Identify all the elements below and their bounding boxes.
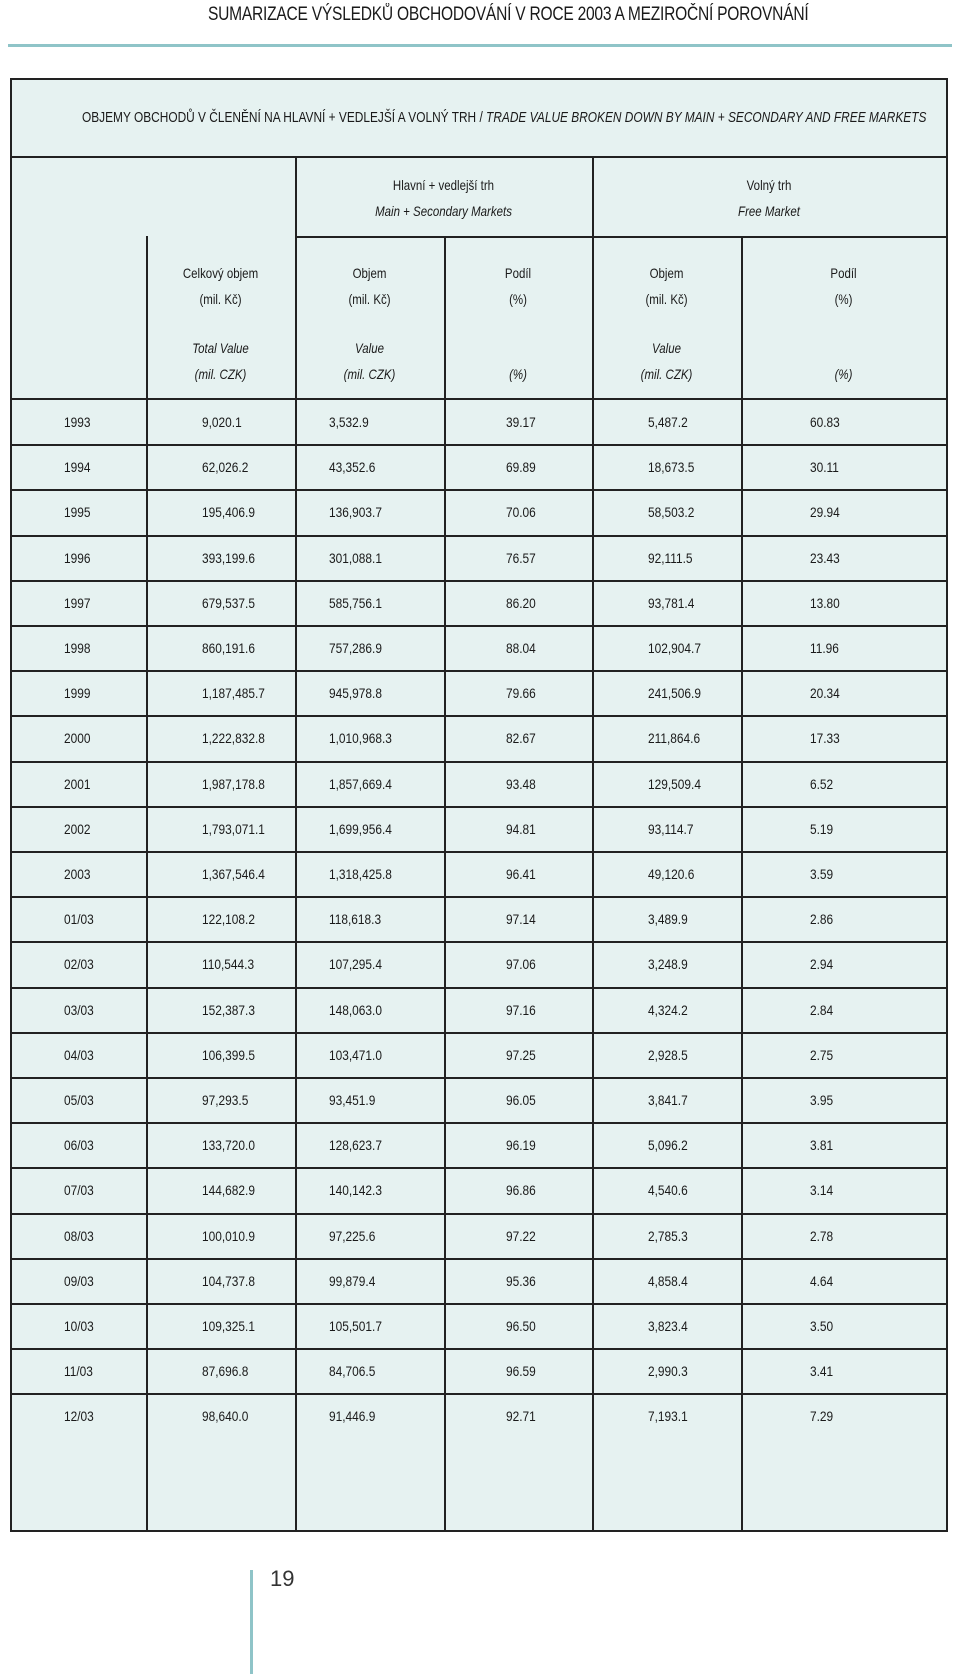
row-main-share: 76.57	[506, 549, 536, 566]
row-main-value: 140,142.3	[329, 1182, 382, 1199]
table-title-cz: OBJEMY OBCHODŮ V ČLENĚNÍ NA HLAVNÍ + VEDLEJŠÍ A VOLNÝ TRH /	[82, 110, 483, 126]
col-header-free-share	[759, 260, 927, 312]
row-period: 11/03	[64, 1363, 93, 1380]
row-free-value: 102,904.7	[648, 640, 701, 656]
row-total-value: 109,325.1	[202, 1318, 255, 1334]
row-free-share: 3.81	[810, 1137, 834, 1154]
row-main-share: 97.16	[506, 1001, 536, 1018]
col-header-en-unit: (mil. CZK)	[343, 366, 396, 382]
col-header-cz-unit: (mil. Kč)	[199, 291, 242, 307]
row-free-share: 5.19	[810, 820, 834, 837]
row-period: 2002	[64, 820, 91, 837]
table-row	[12, 400, 946, 445]
col-header-cz: Objem	[352, 265, 387, 281]
row-period: 02/03	[64, 956, 94, 973]
row-main-share: 95.36	[506, 1272, 536, 1289]
row-main-value: 148,063.0	[329, 1001, 382, 1018]
row-main-share: 96.86	[506, 1182, 536, 1199]
row-free-value: 7,193.1	[648, 1408, 688, 1425]
row-total-value: 106,399.5	[202, 1046, 255, 1063]
col-header-main-share-en	[457, 335, 578, 387]
row-main-share: 96.41	[506, 866, 536, 882]
row-main-value: 97,225.6	[329, 1227, 376, 1244]
col-header-en: Value	[355, 340, 384, 356]
row-total-value: 110,544.3	[202, 956, 255, 973]
row-free-value: 18,673.5	[648, 459, 695, 476]
row-total-value: 393,199.6	[202, 549, 255, 566]
row-period: 2003	[64, 866, 91, 882]
page-header	[8, 0, 952, 47]
col-header-main-value-en	[308, 335, 430, 387]
row-main-share: 86.20	[506, 594, 536, 611]
row-main-share: 97.06	[506, 956, 536, 973]
row-free-share: 3.41	[810, 1363, 834, 1380]
row-free-share: 7.29	[810, 1408, 834, 1425]
row-main-share: 88.04	[506, 640, 536, 656]
group-free-header	[624, 172, 914, 224]
row-free-share: 17.33	[810, 730, 840, 747]
row-main-value: 1,857,669.4	[329, 775, 392, 792]
table-row	[12, 536, 946, 581]
row-free-share: 3.50	[810, 1318, 834, 1334]
col-header-en-unit: (%)	[834, 366, 853, 382]
row-main-value: 136,903.7	[329, 504, 382, 521]
col-header-cz: Podíl	[504, 265, 532, 281]
row-period: 1997	[64, 594, 91, 611]
row-main-value: 118,618.3	[329, 911, 382, 928]
col-header-cz-unit: (mil. Kč)	[645, 291, 688, 307]
trade-value-table	[10, 78, 948, 1532]
row-main-value: 301,088.1	[329, 549, 382, 566]
row-period: 09/03	[64, 1272, 94, 1289]
row-free-value: 49,120.6	[648, 866, 695, 882]
row-main-share: 70.06	[506, 504, 536, 521]
row-free-value: 4,324.2	[648, 1001, 688, 1018]
table-row	[12, 1123, 946, 1168]
page-number: 19	[270, 1566, 295, 1591]
row-free-share: 4.64	[810, 1272, 834, 1289]
row-period: 1996	[64, 549, 91, 566]
row-total-value: 1,793,071.1	[202, 820, 265, 837]
row-free-share: 3.95	[810, 1092, 834, 1108]
row-free-share: 2.75	[810, 1046, 834, 1063]
row-total-value: 1,187,485.7	[202, 685, 265, 702]
table-row	[12, 1033, 946, 1078]
row-period: 1999	[64, 685, 91, 702]
row-free-share: 2.94	[810, 956, 834, 973]
table-row	[12, 445, 946, 490]
table-row	[12, 1349, 946, 1394]
row-period: 07/03	[64, 1182, 94, 1199]
row-free-value: 3,841.7	[648, 1092, 688, 1108]
table-row	[12, 852, 946, 897]
row-period: 12/03	[64, 1408, 94, 1425]
row-free-value: 93,114.7	[648, 820, 694, 837]
row-main-value: 3,532.9	[329, 414, 369, 430]
table-row	[12, 1394, 946, 1439]
row-total-value: 1,222,832.8	[202, 730, 265, 747]
row-total-value: 62,026.2	[202, 459, 249, 476]
col-header-cz: Objem	[649, 265, 684, 281]
row-period: 1994	[64, 459, 91, 476]
row-free-share: 60.83	[810, 414, 840, 430]
row-main-value: 1,010,968.3	[329, 730, 392, 747]
col-header-en-unit: (mil. CZK)	[194, 366, 247, 382]
group-main-header	[322, 172, 566, 224]
row-main-value: 945,978.8	[329, 685, 382, 702]
row-free-value: 92,111.5	[648, 549, 693, 566]
row-total-value: 87,696.8	[202, 1363, 249, 1380]
row-period: 1998	[64, 640, 91, 656]
col-header-en-unit: (%)	[509, 366, 527, 382]
col-header-total-en	[159, 335, 281, 387]
row-total-value: 195,406.9	[202, 504, 255, 521]
row-free-share: 30.11	[810, 459, 839, 476]
row-total-value: 133,720.0	[202, 1137, 255, 1154]
row-free-value: 241,506.9	[648, 685, 701, 702]
table-row	[12, 1168, 946, 1213]
group-left-divider	[295, 156, 297, 238]
row-period: 06/03	[64, 1137, 94, 1154]
col-header-free-value-en	[605, 335, 727, 387]
row-period: 05/03	[64, 1092, 94, 1108]
row-total-value: 152,387.3	[202, 1001, 255, 1018]
row-total-value: 98,640.0	[202, 1408, 249, 1425]
row-main-share: 96.50	[506, 1318, 536, 1334]
row-main-value: 1,699,956.4	[329, 820, 392, 837]
title-divider	[12, 156, 946, 158]
row-free-value: 3,489.9	[648, 911, 688, 928]
col-header-main-value	[308, 260, 430, 312]
col-header-en	[759, 335, 927, 361]
row-period: 2001	[64, 775, 91, 792]
row-period: 2000	[64, 730, 91, 747]
row-period: 10/03	[64, 1318, 94, 1334]
row-free-share: 2.78	[810, 1227, 834, 1244]
page-title: SUMARIZACE VÝSLEDKŮ OBCHODOVÁNÍ V ROCE 2003 A MEZIROČNÍ POROVNÁNÍ	[208, 4, 809, 25]
row-main-value: 107,295.4	[329, 956, 382, 973]
row-main-share: 96.19	[506, 1137, 536, 1154]
col-header-cz: Podíl	[830, 265, 857, 281]
row-free-value: 2,990.3	[648, 1363, 688, 1380]
row-total-value: 9,020.1	[202, 414, 242, 430]
row-total-value: 97,293.5	[202, 1092, 249, 1108]
row-free-share: 3.59	[810, 866, 834, 882]
row-free-share: 11.96	[810, 640, 839, 656]
row-main-value: 585,756.1	[329, 594, 382, 611]
row-period: 1995	[64, 504, 91, 521]
row-free-share: 23.43	[810, 549, 840, 566]
row-period: 08/03	[64, 1227, 94, 1244]
col-header-free-value	[605, 260, 727, 312]
row-free-value: 93,781.4	[648, 594, 695, 611]
row-total-value: 100,010.9	[202, 1227, 255, 1244]
group-main-cz: Hlavní + vedlejší trh	[392, 177, 495, 193]
table-row	[12, 626, 946, 671]
col-header-cz: Celkový objem	[182, 265, 259, 281]
group-header-divider	[295, 236, 946, 238]
col-header-cz-unit: (%)	[509, 291, 527, 307]
row-main-value: 103,471.0	[329, 1046, 382, 1063]
col-header-cz-unit: (mil. Kč)	[348, 291, 391, 307]
row-total-value: 122,108.2	[202, 911, 255, 928]
group-mid-divider	[592, 156, 594, 238]
row-total-value: 1,367,546.4	[202, 866, 265, 882]
row-free-share: 29.94	[810, 504, 840, 521]
row-main-share: 96.59	[506, 1363, 536, 1380]
row-main-value: 105,501.7	[329, 1318, 382, 1334]
row-free-value: 211,864.6	[648, 730, 701, 747]
row-period: 04/03	[64, 1046, 94, 1063]
row-main-share: 97.25	[506, 1046, 536, 1063]
row-main-value: 84,706.5	[329, 1363, 376, 1380]
table-row	[12, 1304, 946, 1349]
row-main-share: 69.89	[506, 459, 536, 476]
row-free-share: 2.86	[810, 911, 834, 928]
table-row	[12, 1078, 946, 1123]
row-total-value: 1,987,178.8	[202, 775, 265, 792]
row-free-value: 58,503.2	[648, 504, 695, 521]
col-header-free-share-en	[759, 335, 927, 387]
table-row	[12, 762, 946, 807]
table-row	[12, 807, 946, 852]
table-row	[12, 716, 946, 761]
row-main-share: 79.66	[506, 685, 536, 702]
row-total-value: 679,537.5	[202, 594, 255, 611]
row-free-share: 2.84	[810, 1001, 834, 1018]
row-period: 1993	[64, 414, 91, 430]
row-free-value: 3,248.9	[648, 956, 688, 973]
col-header-main-share	[457, 260, 578, 312]
table-row	[12, 490, 946, 535]
row-free-value: 2,785.3	[648, 1227, 688, 1244]
row-free-share: 13.80	[810, 594, 840, 611]
row-main-value: 91,446.9	[329, 1408, 376, 1425]
row-main-share: 82.67	[506, 730, 536, 747]
row-free-value: 4,540.6	[648, 1182, 688, 1199]
row-free-value: 129,509.4	[648, 775, 701, 792]
group-main-en: Main + Secondary Markets	[375, 203, 512, 219]
row-period: 01/03	[64, 911, 94, 928]
row-main-share: 97.22	[506, 1227, 536, 1244]
row-free-share: 20.34	[810, 685, 840, 702]
row-main-share: 96.05	[506, 1092, 536, 1108]
row-main-value: 757,286.9	[329, 640, 382, 656]
group-free-en: Free Market	[738, 203, 800, 219]
row-main-value: 1,318,425.8	[329, 866, 392, 882]
row-main-value: 128,623.7	[329, 1137, 382, 1154]
row-main-value: 43,352.6	[329, 459, 376, 476]
row-main-share: 39.17	[506, 414, 536, 430]
group-free-cz: Volný trh	[746, 177, 792, 193]
table-title	[82, 110, 926, 126]
row-main-share: 97.14	[506, 911, 536, 928]
page-number-bar	[250, 1570, 253, 1674]
table-row	[12, 942, 946, 987]
row-free-share: 6.52	[810, 775, 834, 792]
row-period: 03/03	[64, 1001, 94, 1018]
table-row	[12, 988, 946, 1033]
row-total-value: 104,737.8	[202, 1272, 255, 1289]
col-header-total	[159, 260, 281, 312]
row-total-value: 860,191.6	[202, 640, 255, 656]
row-main-value: 99,879.4	[329, 1272, 376, 1289]
row-total-value: 144,682.9	[202, 1182, 255, 1199]
row-main-share: 93.48	[506, 775, 536, 792]
col-header-en	[457, 335, 578, 361]
col-header-en: Total Value	[192, 340, 249, 356]
table-title-en: TRADE VALUE BROKEN DOWN BY MAIN + SECONDARY AND FREE MARKETS	[486, 110, 927, 126]
row-main-share: 92.71	[506, 1408, 536, 1425]
row-main-value: 93,451.9	[329, 1092, 376, 1108]
table-row	[12, 1214, 946, 1259]
table-row	[12, 1259, 946, 1304]
row-free-value: 5,096.2	[648, 1137, 688, 1154]
row-free-value: 2,928.5	[648, 1046, 688, 1063]
row-free-value: 3,823.4	[648, 1318, 688, 1334]
col-header-en: Value	[652, 340, 681, 356]
table-row	[12, 671, 946, 716]
table-row	[12, 897, 946, 942]
col-header-en-unit: (mil. CZK)	[640, 366, 693, 382]
row-free-value: 4,858.4	[648, 1272, 688, 1289]
row-free-value: 5,487.2	[648, 414, 688, 430]
row-main-share: 94.81	[506, 820, 536, 837]
col-header-cz-unit: (%)	[834, 291, 853, 307]
table-row	[12, 581, 946, 626]
row-free-share: 3.14	[810, 1182, 834, 1199]
